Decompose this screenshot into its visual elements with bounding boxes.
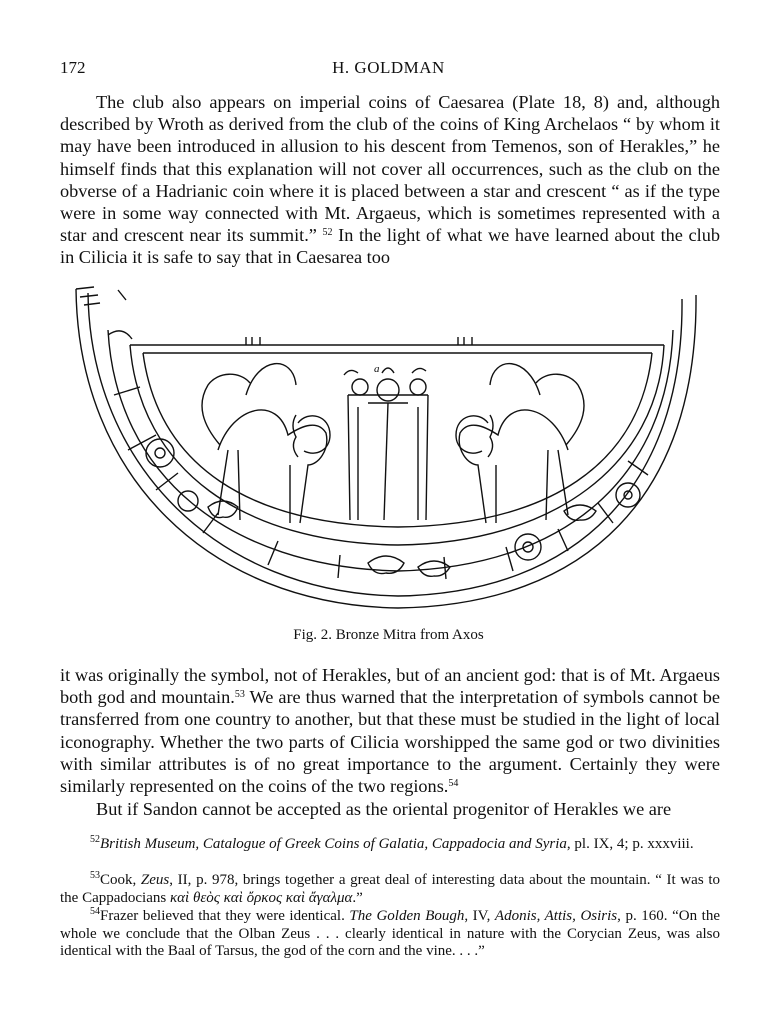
footnote-ref-53[interactable]: 53 [234,689,245,701]
footnote-ref-52[interactable]: 52 [322,227,333,239]
footnote-54-work: The Golden Bough [349,908,465,924]
footnote-53-number: 53 [90,870,100,881]
footnote-ref-54[interactable]: 54 [448,778,459,790]
figure-caption: Fig. 2. Bronze Mitra from Axos [293,627,484,643]
central-knob [377,379,399,401]
footnote-52-number: 52 [90,834,100,845]
footnote-54-lead: Frazer believed that they were identical. [100,908,350,924]
lion-left-mane [293,415,298,457]
lion-right-wing [490,364,540,395]
lion-right-mane [488,415,493,457]
lion-right-tail [536,374,584,445]
paragraph-1-text-after: In the light of what we have learned about the club in Cilicia it is safe to say that in Caesarea too [60,225,720,268]
ring-right [410,379,426,395]
mitra-drawing [68,275,708,620]
paragraph-1 [60,91,720,269]
ring-left [352,379,368,395]
figure-bronze-mitra [68,275,708,620]
paragraph-3: But if Sandon cannot be accepted as the oriental progenitor of Herakles we are [96,799,672,819]
mitra-inner-rim [88,293,682,596]
lion-left-wing [246,364,296,395]
running-head: H. GOLDMAN [332,58,445,77]
birds [344,368,426,375]
lion-left-head [298,416,330,453]
footnote-53-work: Zeus [140,872,170,888]
frieze-divider [114,387,648,579]
footnote-53-author: Cook, [100,872,141,888]
footnote-52-rest: , pl. IX, 4; p. xxxviii. [566,836,694,852]
lion-right-body [459,410,568,523]
footnote-54-work2: Adonis, Attis, Osiris [494,908,618,924]
footnote-54-rest: , p. 160. “On the whole we conclude that the Olban Zeus . . . clearly identical in nature with the Corycian Zeus, was also identical with the Baal of Tarsus, the god of the corn and the vine. . . .” [60,908,720,960]
rosette [616,483,640,507]
footnote-54-number: 54 [90,906,100,917]
paragraph-2-text-a: it was originally the symbol, not of Herakles, but of an ancient god: that is of Mt. Argaeus both god and mountain. [60,665,720,708]
paragraph-2-text-b: We are thus warned that the interpretation of symbols cannot be transferred from one country to another, but that these must be studied in the light of local iconography. Whether the two parts of Cilicia worshipped the same god or two divinities with similar attributes is of no great importance to the argument. Certainly they were similarly represented on the coins of the two regions. [60,687,720,797]
footnote-53 [60,872,720,907]
figure-letter-a: a [374,363,380,375]
footnote-53-close: .” [352,889,363,906]
frieze-beast [208,501,238,518]
frame-stroke [118,290,126,300]
footnote-52-title: British Museum, Catalogue of Greek Coins of Galatia, Cappadocia and Syria [100,836,567,852]
footnote-52 [60,836,720,854]
paragraph-1-text: The club also appears on imperial coins of Caesarea (Plate 18, 8) and, although described by Wroth as derived from the club of the coins of King Archelaos “ by whom it may have been introduced in allusion to his descent from Temenos, son of Herakles,” he himself finds that this explanation will not cover all occurrences, such as the club on the obverse of a Hadrianic coin where it is placed between a star and crescent “ as if the type were in some way connected with Mt. Argaeus, which is sometimes represented with a star and crescent near its summit.” [60,92,720,246]
lion-left-body [218,410,327,523]
footnote-54 [60,908,720,961]
lion-right-head [456,416,488,453]
footnote-53-rest: , II, p. 978, brings together a great deal of interesting data about the mountain. “ It was to the Cappadocians [60,872,720,906]
rosette [178,491,198,511]
rosette-core [155,448,165,458]
footnote-54-mid: , IV, [464,908,495,924]
central-stem [384,403,388,520]
lion-left-tail [202,374,250,445]
top-notches [246,337,472,345]
rosette [515,534,541,560]
paragraph-2 [60,664,720,797]
frieze-beast [108,331,132,339]
footnote-53-greek: καὶ θεὸς καὶ ὄρκος καὶ ἄγαλμα [169,889,353,906]
page-number: 172 [60,58,86,77]
